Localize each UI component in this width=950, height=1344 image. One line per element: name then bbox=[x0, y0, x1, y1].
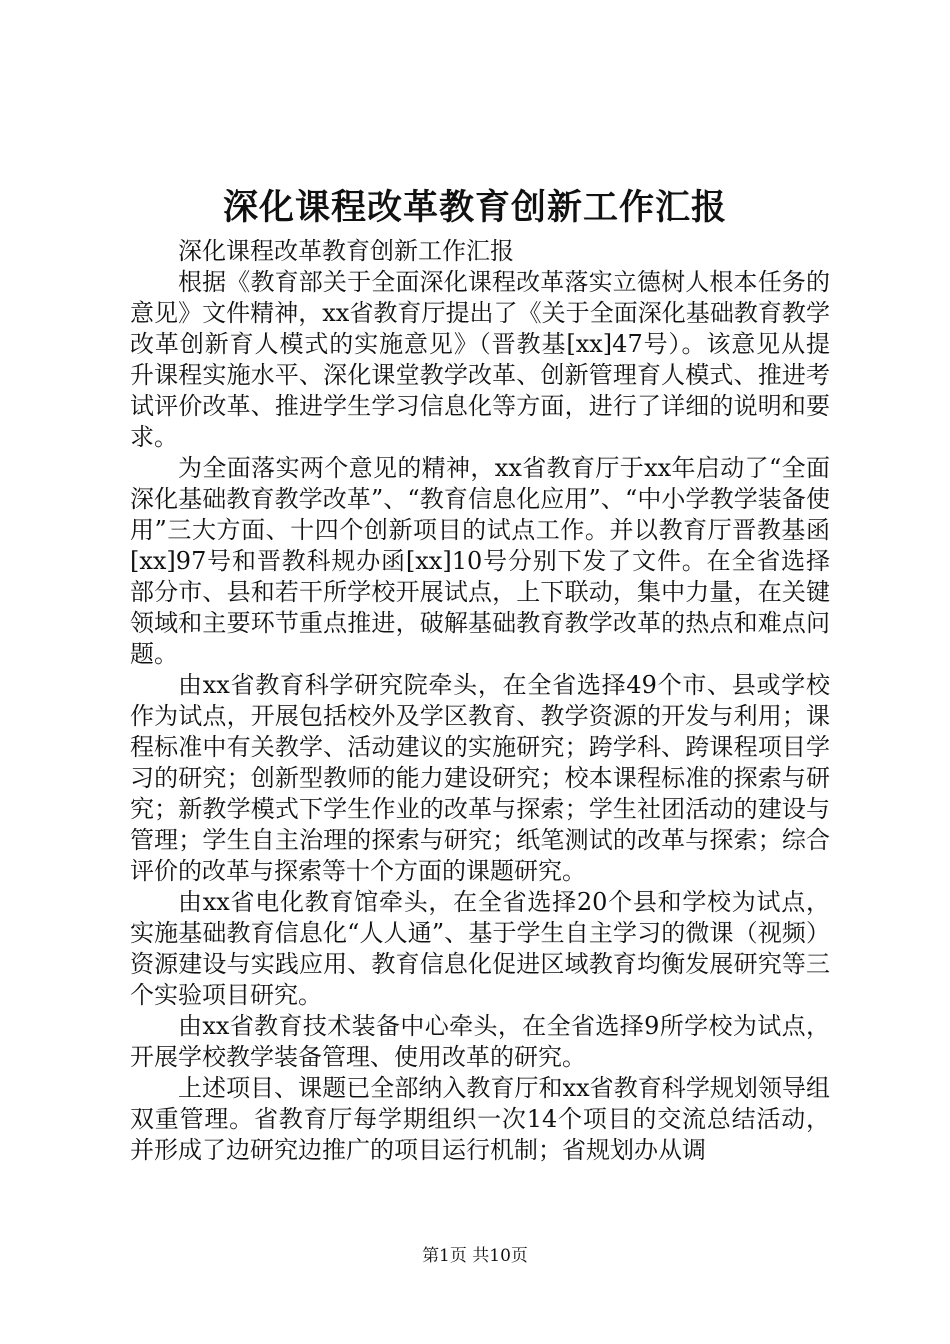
paragraph: 根据《教育部关于全面深化课程改革落实立德树人根本任务的意见》文件精神，xx省教育厅提出了《关于全面深化基础教育教学改革创新育人模式的实施意见》（晋教基[xx]47号）。该意见从提升课程实施水平、深化课堂教学改革、创新管理育人模式、推进考试评价改革、推进学生学习信息化等方面，进行了详细的说明和要求。 bbox=[130, 268, 830, 451]
paragraph: 上述项目、课题已全部纳入教育厅和xx省教育科学规划领导组双重管理。省教育厅每学期组织一次14个项目的交流总结活动，并形成了边研究边推广的项目运行机制；省规划办从调 bbox=[130, 1074, 830, 1164]
paragraph: 为全面落实两个意见的精神，xx省教育厅于xx年启动了“全面深化基础教育教学改革”、“教育信息化应用”、“中小学教学装备使用”三大方面、十四个创新项目的试点工作。并以教育厅晋教基函[xx]97号和晋教科规办函[xx]10号分别下发了文件。在全省选择部分市、县和若干所学校开展试点，上下联动，集中力量，在关键领域和主要环节重点推进，破解基础教育教学改革的热点和难点问题。 bbox=[130, 454, 830, 668]
document-title: 深化课程改革教育创新工作汇报 bbox=[222, 187, 727, 228]
paragraph: 由xx省教育技术装备中心牵头，在全省选择9所学校为试点，开展学校教学装备管理、使用改革的研究。 bbox=[130, 1012, 830, 1071]
document-body bbox=[130, 236, 830, 1166]
paragraph: 由xx省电化教育馆牵头，在全省选择20个县和学校为试点，实施基础教育信息化“人人通”、基于学生自主学习的微课（视频）资源建设与实践应用、教育信息化促进区域教育均衡发展研究等三个实验项目研究。 bbox=[130, 888, 830, 1009]
paragraph: 由xx省教育科学研究院牵头，在全省选择49个市、县或学校作为试点，开展包括校外及学区教育、教学资源的开发与利用；课程标准中有关教学、活动建议的实施研究；跨学科、跨课程项目学习的研究；创新型教师的能力建设研究；校本课程标准的探索与研究；新教学模式下学生作业的改革与探索；学生社团活动的建设与管理；学生自主治理的探索与研究；纸笔测试的改革与探索；综合评价的改革与探索等十个方面的课题研究。 bbox=[130, 671, 830, 885]
page-number-footer: 第1页 共10页 bbox=[422, 1246, 528, 1266]
paragraph-subtitle: 深化课程改革教育创新工作汇报 bbox=[178, 237, 514, 265]
